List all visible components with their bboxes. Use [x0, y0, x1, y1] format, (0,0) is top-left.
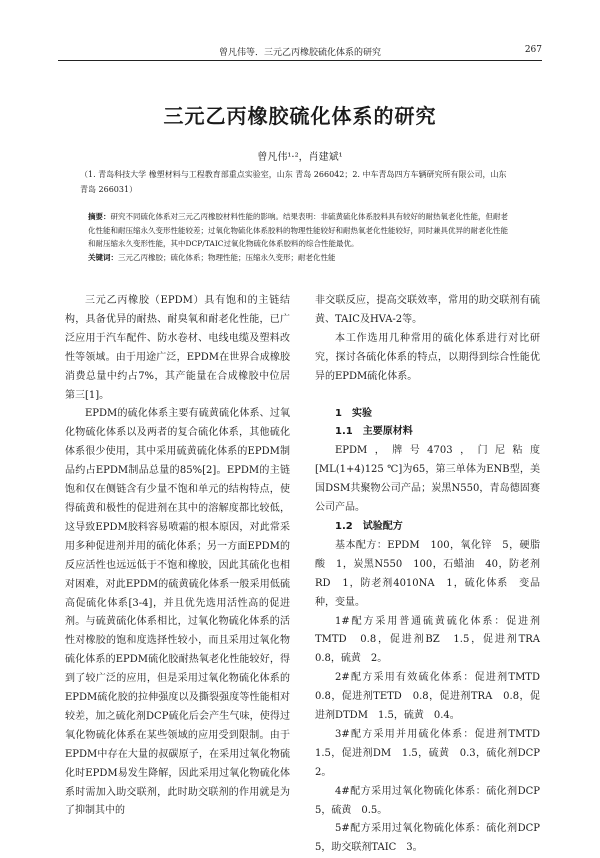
- base-formula-paragraph: 基本配方：EPDM 100，氧化锌 5，硬脂酸 1，炭黑N550 100，石蜡油 40，防老剂RD 1，防老剂4010NA 1，硫化体系 变品种，变量。: [315, 539, 540, 608]
- abstract-paragraph: [88, 210, 510, 251]
- abstract: [88, 210, 510, 264]
- formula-paragraph: 5#配方采用过氧化物硫化体系：硫化剂DCP 5，助交联剂TAIC 3。: [315, 823, 550, 854]
- abstract-label: 摘要：: [88, 212, 111, 221]
- subsection-heading-materials: 1.1 主要原材料: [335, 426, 413, 438]
- intro-paragraph: 三元乙丙橡胶（EPDM）具有饱和的主链结构，具备优异的耐热、耐臭氧和耐老化性能，已广泛应用于汽车配件、防水卷材、电线电缆及塑料改性等领域。由于用途广泛，EPDM在世界合成橡胶消费总量中约占7%，其产能量在合成橡胶中位居第三[1]。: [65, 295, 290, 401]
- formula-paragraph: 3#配方采用并用硫化体系：促进剂TMTD 1.5，促进剂DM 1.5，硫黄 0.3，硫化剂DCP 2。: [315, 728, 550, 778]
- keywords-line: [88, 251, 510, 265]
- formula-paragraph: 4#配方采用过氧化物硫化体系：硫化剂DCP 5，硫黄 0.5。: [315, 785, 550, 816]
- formula-paragraph: 1#配方采用普通硫黄硫化体系：促进剂TMTD 0.8，促进剂BZ 1.5，促进剂TRA 0.8，硫黄 2。: [315, 615, 550, 665]
- running-title: 曾凡伟等．三元乙丙橡胶硫化体系的研究: [218, 48, 381, 58]
- running-header: [58, 42, 542, 61]
- materials-paragraph: EPDM，牌号4703，门尼粘度[ML(1+4)125 ℃]为65，第三单体为ENB型，美国DSM共聚物公司产品；炭黑N550，青岛德固赛公司产品。: [315, 445, 540, 514]
- author-line: 曾凡伟¹·²，肖建斌¹: [257, 152, 343, 163]
- abstract-text: 研究不同硫化体系对三元乙丙橡胶材料性能的影响。结果表明：非硫黄硫化体系胶料具有较好的耐热氧老化性能，但耐老化性能和耐压缩永久变形性能较差；过氧化物硫化体系胶料的物理性能较好和耐热氧老化性能较好，同时兼具优异的耐老化性能和耐压缩永久变形性能，其中DCP/TAIC过氧化物硫化体系胶料的综合性能最优。: [88, 212, 508, 248]
- paper-title: 三元乙丙橡胶硫化体系的研究: [163, 104, 437, 128]
- body-column-right: [315, 292, 550, 858]
- aim-paragraph: 本工作选用几种常用的硫化体系进行对比研究，探讨各硫化体系的特点，以期得到综合性能优异的EPDM硫化体系。: [315, 332, 540, 382]
- page-number: 267: [524, 45, 542, 55]
- keywords-text: 三元乙丙橡胶；硫化体系；物理性能；压缩永久变形；耐老化性能: [118, 252, 336, 262]
- continued-paragraph: 非交联反应，提高交联效率，常用的助交联剂有硫黄、TAIC及HVA-2等。: [315, 295, 540, 325]
- formula-paragraph: 2#配方采用有效硫化体系：促进剂TMTD 0.8，促进剂TETD 0.8，促进剂TRA 0.8，促进剂DTDM 1.5，硫黄 0.4。: [315, 672, 550, 722]
- affiliation: （1. 青岛科技大学 橡塑材料与工程教育部重点实验室，山东 青岛 266042；2. 中车青岛四方车辆研究所有限公司，山东 青岛 266031）: [80, 170, 507, 194]
- section-heading-experiment: 1 实验: [335, 407, 372, 419]
- subsection-heading-formula: 1.2 试验配方: [335, 520, 403, 532]
- keywords-label: 关键词：: [88, 252, 118, 262]
- body-column-left: [65, 292, 290, 821]
- body-paragraph: EPDM的硫化体系主要有硫黄硫化体系、过氧化物硫化体系以及两者的复合硫化体系，其他硫化体系很少使用，其中采用硫黄硫化体系的EPDM制品约占EPDM制品总量的85%[2]。EPDM的主链饱和仅在侧链含有少量不饱和单元的结构特点，使得硫黄和极性的促进剂在其中的溶解度都比较低，这导致EPDM胶料容易喷霜的根本原因，对此常采用多种促进剂并用的硫化体系；另一方面EPDM的反应活性也远远低于不饱和橡胶，因此其硫化也相对困难，对此EPDM的硫黄硫化体系一般采用低硫高促硫化体系[3-4]，并且优先选用活性高的促进剂。与硫黄硫化体系相比，过氧化物硫化体系的活性对橡胶的饱和度选择性较小，而且采用过氧化物硫化体系的EPDM硫化胶耐热氧老化性能较好，得到了较广泛的应用，但是采用过氧化物硫化体系的EPDM硫化胶的拉伸强度以及撕裂强度等性能相对较差，加之硫化剂DCP硫化后会产生气味，使得过氧化物硫化体系在某些领域的应用受到限制。由于EPDM中存在大量的叔碳原子，在采用过氧化物硫化时EPDM易发生降解，因此采用过氧化物硫化体系时需加入助交联剂，此时助交联剂的作用就是为了抑制其中的: [65, 408, 290, 817]
